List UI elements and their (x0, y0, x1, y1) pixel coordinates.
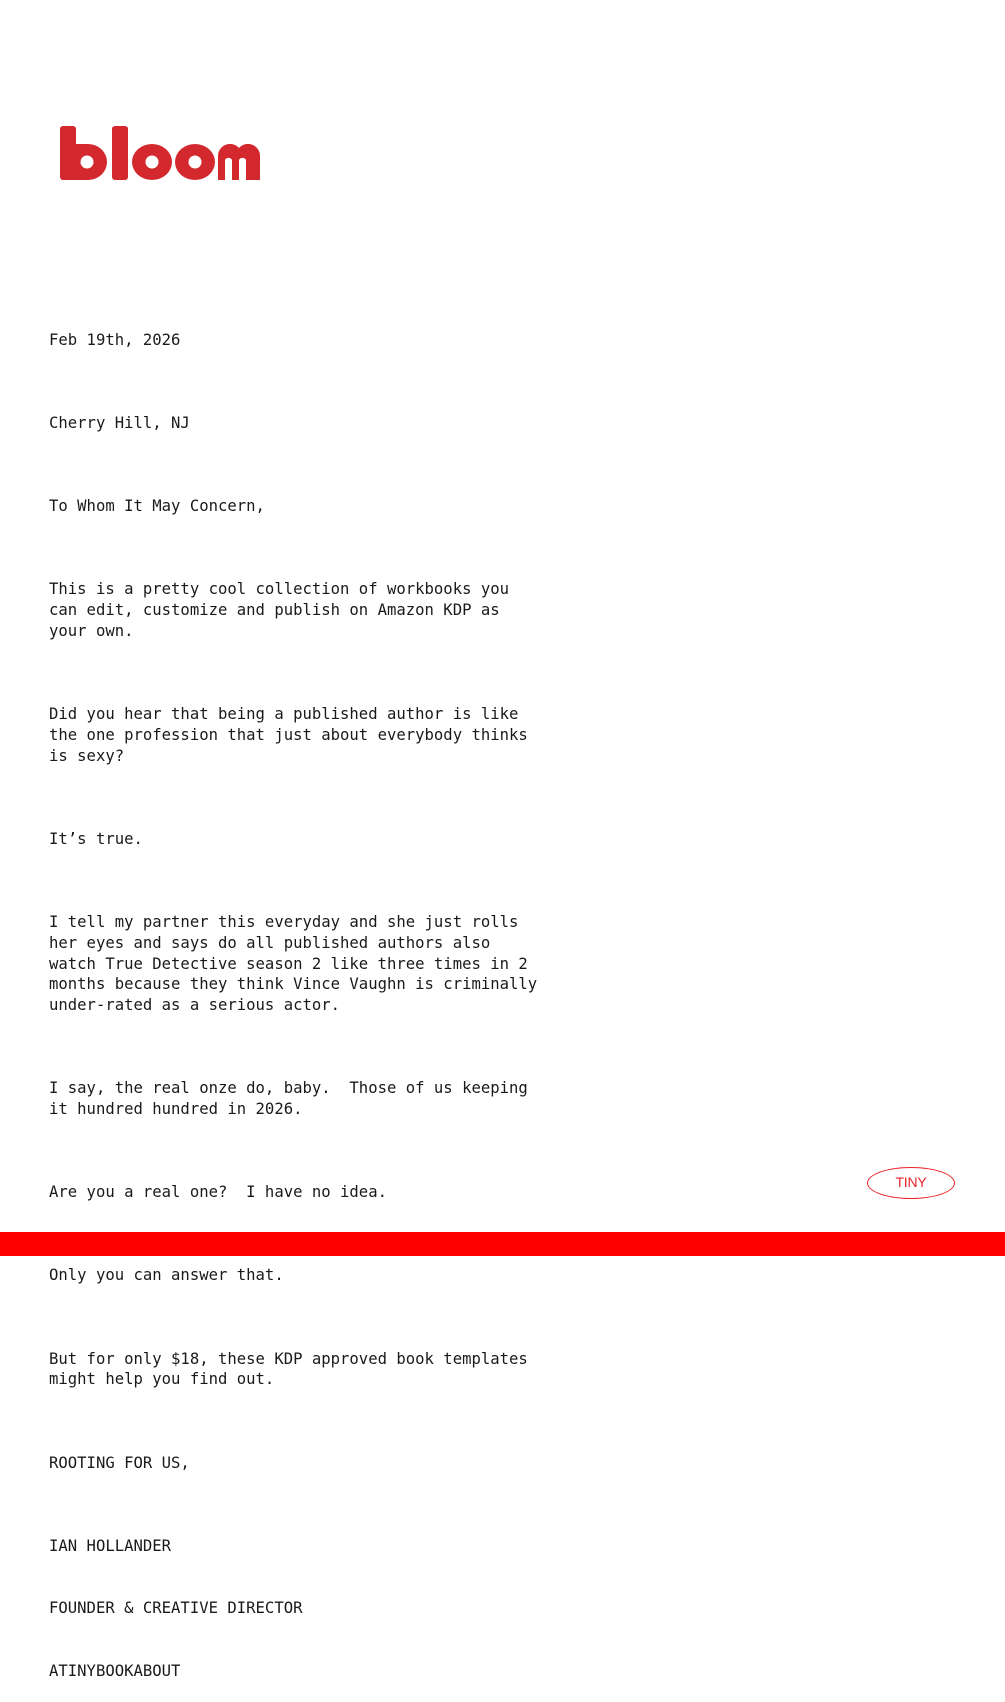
tiny-badge: TINY (867, 1167, 955, 1199)
letter-location: Cherry Hill, NJ (49, 413, 190, 432)
letter-date: Feb 19th, 2026 (49, 330, 181, 349)
bloom-logo (58, 124, 284, 182)
bloom-logo-mark (58, 124, 284, 182)
letter-body (49, 288, 589, 1702)
letter-paragraph: Did you hear that being a published author is like the one profession that just about everybody thinks is sexy? (49, 704, 528, 765)
letter-paragraph: Only you can answer that. (49, 1266, 284, 1285)
signature-name: IAN HOLLANDER (49, 1536, 172, 1555)
letter-paragraph: But for only $18, these KDP approved book templates might help you find out. (49, 1349, 528, 1389)
letter-salutation: To Whom It May Concern, (49, 496, 265, 515)
letter-paragraph: It’s true. (49, 829, 143, 848)
signature-company: ATINYBOOKABOUT (49, 1661, 181, 1680)
letter-paragraph: I tell my partner this everyday and she just rolls her eyes and says do all published authors also watch True Detective season 2 like three times in 2 months because they think Vince Vaughn is criminally under-rated as a serious actor. (49, 912, 538, 1015)
footer-bar (0, 1232, 1005, 1256)
letter-paragraph: This is a pretty cool collection of workbooks you can edit, customize and publish on Amazon KDP as your own. (49, 580, 510, 640)
letter-closing: ROOTING FOR US, (49, 1453, 190, 1472)
letter-paragraph: I say, the real onze do, baby. Those of us keeping it hundred hundred in 2026. (49, 1079, 528, 1119)
signature-title: FOUNDER & CREATIVE DIRECTOR (49, 1599, 303, 1618)
letter-paragraph: Are you a real one? I have no idea. (49, 1183, 387, 1202)
